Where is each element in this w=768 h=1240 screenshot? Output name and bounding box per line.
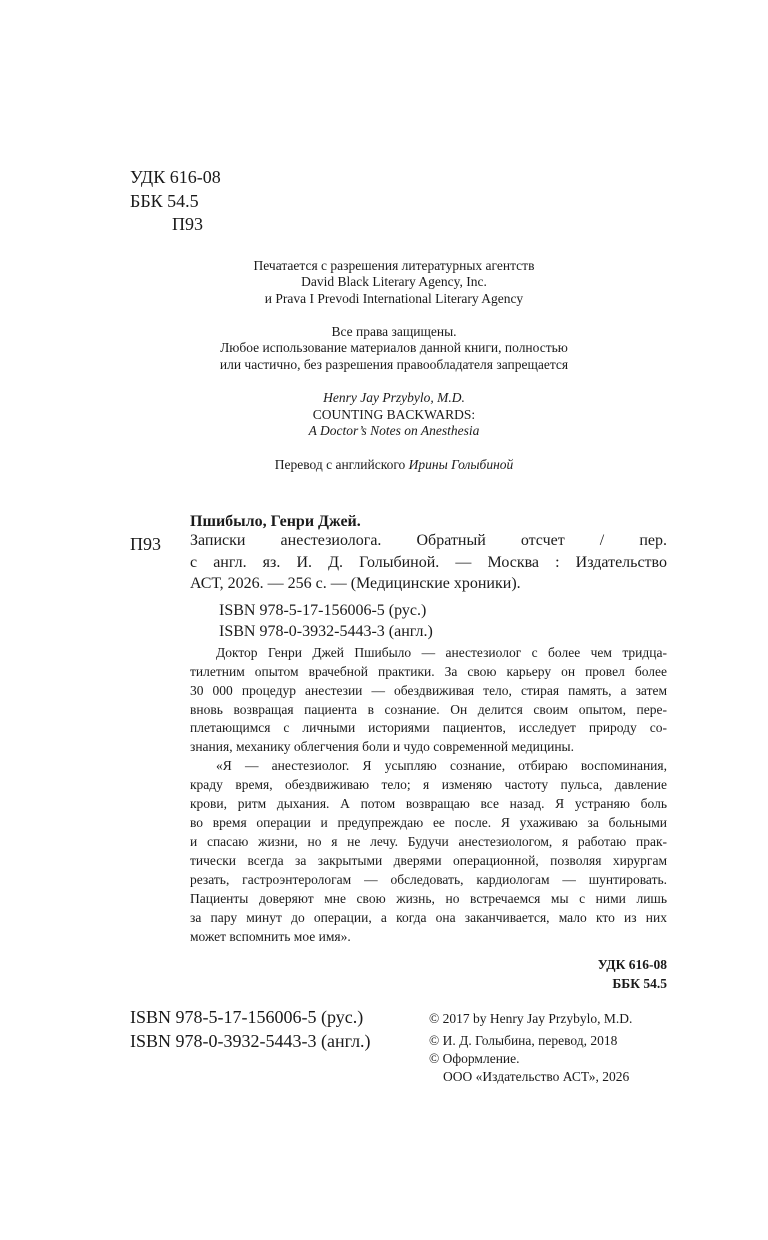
- annotation-line: резать, гастроэнтерологам — обследовать, кардиологам — шунтировать.: [190, 872, 667, 887]
- annotation-line: и спасаю жизни, но я не лечу. Будучи анестезиологом, я работаю прак-: [190, 834, 667, 849]
- author-mark: П93: [172, 214, 203, 234]
- annotation-line: Доктор Генри Джей Пшибыло — анестезиолог с более чем тридца-: [216, 645, 667, 660]
- annotation-line: знания, механику облегчения боли и чудо современной медицины.: [190, 739, 575, 754]
- translation-credit: [190, 458, 598, 472]
- copyright-line: © И. Д. Голыбина, перевод, 2018: [429, 1033, 618, 1048]
- rights-line: Все права защищены.: [331, 324, 457, 339]
- translator-name: Ирины Голыбиной: [408, 457, 514, 472]
- classification-bbk: ББК 54.5: [612, 976, 667, 991]
- annotation-line: может вспомнить мое имя».: [190, 929, 351, 944]
- annotation-line: во время операции и предупреждаю ее после. Я ухаживаю за больными: [190, 815, 667, 830]
- catalog-line: Записки анестезиолога. Обратный отсчет / пер.: [190, 532, 667, 549]
- classification-udk: УДК 616-08: [597, 957, 667, 972]
- bbk-code: ББК 54.5: [130, 191, 199, 211]
- rights-line: Любое использование материалов данной книги, полностью: [220, 340, 568, 355]
- udk-code: УДК 616-08: [130, 167, 221, 187]
- permission-line: Печатается с разрешения литературных агентств: [253, 258, 535, 273]
- annotation-line: тилетним опытом врачебной практики. За свою карьеру он провел более: [190, 664, 667, 679]
- rights-line: или частично, без разрешения правообладателя запрещается: [219, 357, 569, 372]
- footer-isbn: ISBN 978-0-3932-5443-3 (англ.): [130, 1031, 371, 1051]
- annotation-line: плетающимся с личными историями пациентов, исследует природу со-: [190, 720, 667, 735]
- annotation-line: тически всегда за закрытыми дверями операционной, позволяя хирургам: [190, 853, 667, 868]
- permission-line: David Black Literary Agency, Inc.: [301, 274, 487, 289]
- permission-line: и Prava I Prevodi International Literary Agency: [264, 291, 524, 306]
- catalog-heading: Пшибыло, Генри Джей.: [190, 513, 361, 530]
- annotation-line: крови, ритм дыхания. А потом возвращаю все назад. Я устраняю боль: [190, 796, 667, 811]
- copyright-line: © 2017 by Henry Jay Przybylo, M.D.: [429, 1011, 633, 1026]
- footer-isbn: ISBN 978-5-17-156006-5 (рус.): [130, 1007, 364, 1027]
- annotation-line: «Я — анестезиолог. Я усыпляю сознание, отбираю воспоминания,: [216, 758, 667, 773]
- original-author: Henry Jay Przybylo, M.D.: [323, 390, 465, 405]
- copyright-line: ООО «Издательство АСТ», 2026: [443, 1069, 630, 1084]
- original-subtitle: A Doctor’s Notes on Anesthesia: [308, 423, 480, 438]
- catalog-isbn: ISBN 978-0-3932-5443-3 (англ.): [219, 623, 433, 640]
- catalog-isbn: ISBN 978-5-17-156006-5 (рус.): [219, 602, 427, 619]
- original-title: COUNTING BACKWARDS:: [312, 407, 476, 422]
- catalog-line: АСТ, 2026. — 256 с. — (Медицинские хроники).: [190, 575, 521, 592]
- catalog-mark: П93: [130, 534, 161, 554]
- translation-prefix: Перевод с английского: [274, 457, 409, 472]
- catalog-line: с англ. яз. И. Д. Голыбиной. — Москва : Издательство: [190, 554, 667, 571]
- annotation-line: 30 000 процедур анестезии — обездвиживая тело, стирая память, а затем: [190, 683, 667, 698]
- annotation-line: Пациенты доверяют мне свою жизнь, но встречаемся мы с ними лишь: [190, 891, 667, 906]
- copyright-line: © Оформление.: [429, 1051, 520, 1066]
- annotation-line: за пару минут до операции, а когда она заканчивается, мало кто из них: [190, 910, 667, 925]
- annotation-line: вновь возвращая пациента в сознание. Он делится своим опытом, пере-: [190, 702, 667, 717]
- annotation-line: краду время, обездвиживаю тело; я изменяю частоту пульса, давление: [190, 777, 667, 792]
